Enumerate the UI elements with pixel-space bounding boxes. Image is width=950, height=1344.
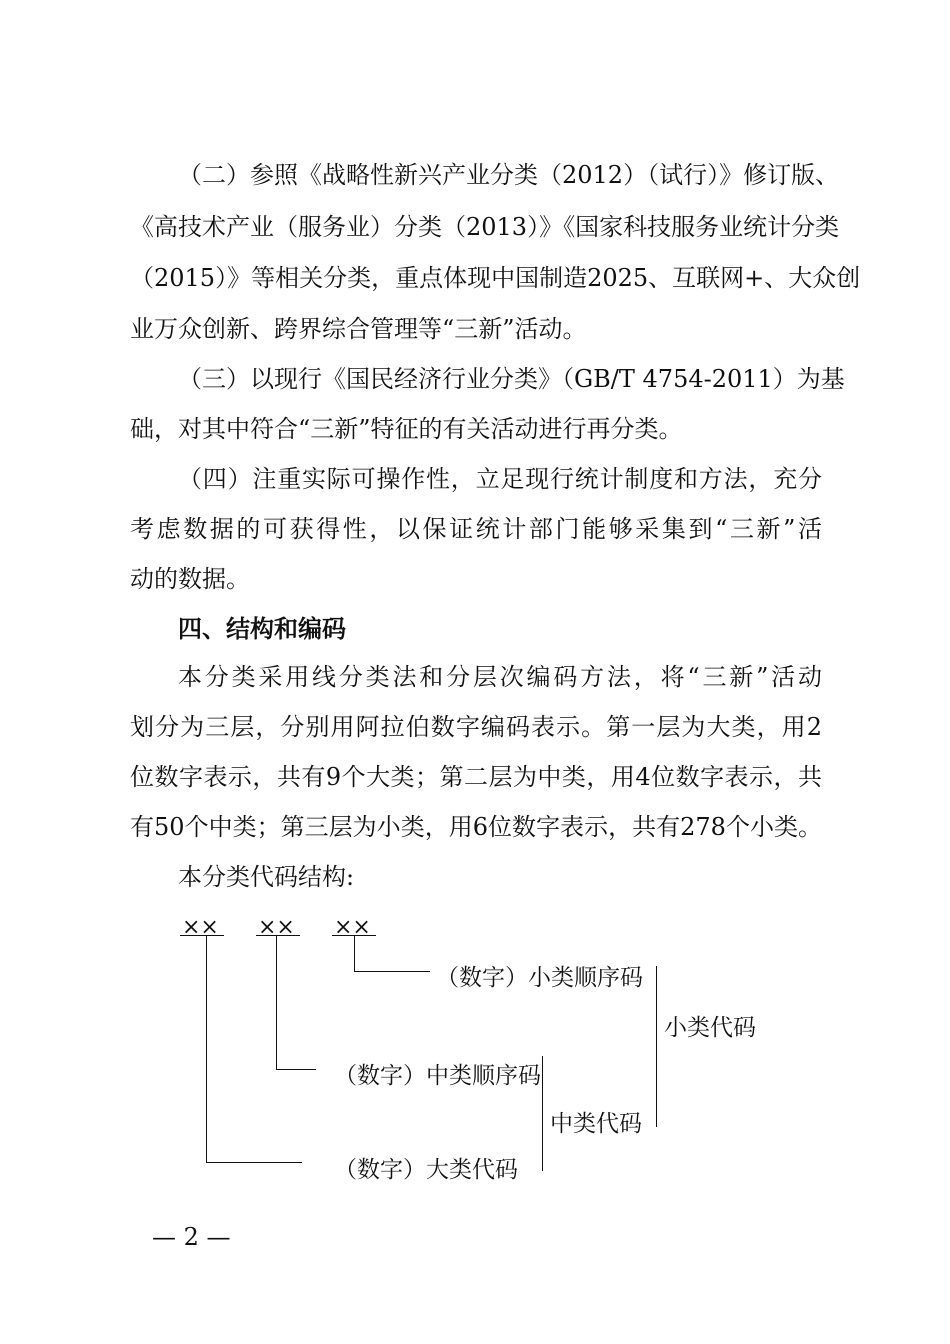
para-2-line-4: 业万众创新、跨界综合管理等“三新”活动。 [130,315,587,343]
major-connector-vertical [206,936,207,1163]
small-code-label: 小类代码 [664,1015,756,1041]
major-code-label: （数字）大类代码 [334,1157,518,1183]
major-code-marks: ×× [182,915,219,940]
para-2-line-1: （二）参照《战略性新兴产业分类（2012）（试行）》修订版、 [178,161,840,189]
mid-code-label: 中类代码 [550,1111,642,1137]
small-connector-horizontal [354,971,430,972]
para-5-line-3: 位数字表示，共有9个大类；第二层为中类，用4位数字表示，共 [130,763,822,791]
small-connector-vertical [354,936,355,972]
mid-connector-horizontal [276,1069,316,1070]
small-sequence-label: （数字）小类顺序码 [436,965,643,991]
para-4-line-1: （四）注重实际可操作性，立足现行统计制度和方法，充分 [178,465,822,493]
para-4-line-2: 考虑数据的可获得性，以保证统计部门能够采集到“三新”活 [130,515,822,543]
page-number: — 2 — [152,1223,231,1251]
major-connector-horizontal [206,1162,302,1163]
para-2-line-3: （2015）》等相关分类，重点体现中国制造2025、互联网+、大众创 [130,264,861,292]
major-underline [180,935,224,936]
mid-connector-vertical [276,936,277,1070]
mid-code-bracket [542,1056,543,1171]
para-5-line-1: 本分类采用线分类法和分层次编码方法，将“三新”活动 [178,663,822,691]
small-code-bracket [656,966,657,1127]
mid-sequence-label: （数字）中类顺序码 [334,1063,541,1089]
para-3-line-2: 础，对其中符合“三新”特征的有关活动进行再分类。 [130,415,683,443]
para-3-line-1: （三）以现行《国民经济行业分类》（GB/T 4754-2011）为基 [178,365,845,393]
mid-code-marks: ×× [258,915,295,940]
para-6: 本分类代码结构: [178,863,355,891]
para-5-line-4: 有50个中类；第三层为小类，用6位数字表示，共有278个小类。 [130,813,822,841]
para-4-line-3: 动的数据。 [130,565,250,593]
mid-underline [256,935,300,936]
small-code-marks: ×× [334,915,371,940]
section-heading: 四、结构和编码 [178,615,346,643]
para-5-line-2: 划分为三层，分别用阿拉伯数字编码表示。第一层为大类，用2 [130,713,822,741]
para-2-line-2: 《高技术产业（服务业）分类（2013）》《国家科技服务业统计分类 [130,213,840,241]
